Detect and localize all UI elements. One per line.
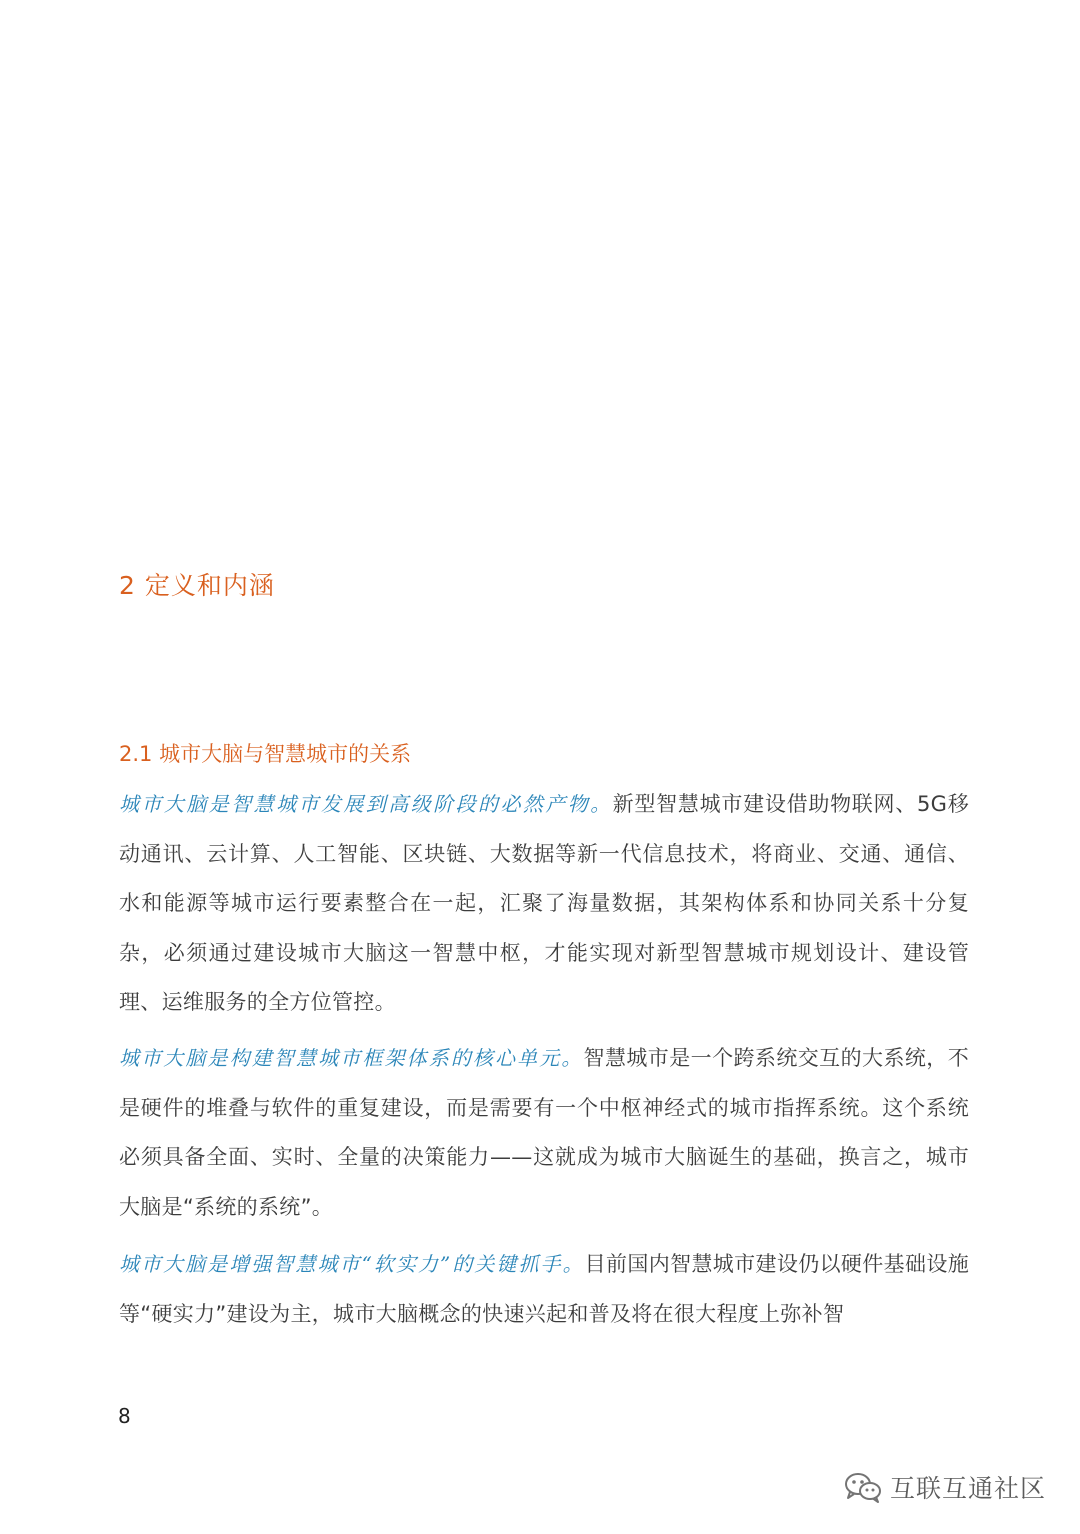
paragraph-2 xyxy=(119,1034,969,1232)
watermark-text: 互联互通社区 xyxy=(889,1474,1046,1503)
paragraph-1-text: 新型智慧城市建设借助物联网、5G移动通讯、云计算、人工智能、区块链、大数据等新一代信息技术，将商业、交通、通信、水和能源等城市运行要素整合在一起，汇聚了海量数据，其架构体系和协同关系十分复杂，必须通过建设城市大脑这一智慧中枢，才能实现对新型智慧城市规划设计、建设管理、运维服务的全方位管控。 xyxy=(119,792,969,1014)
watermark xyxy=(844,1467,1046,1507)
paragraph-3 xyxy=(119,1240,969,1339)
paragraph-2-text: 智慧城市是一个跨系统交互的大系统，不是硬件的堆叠与软件的重复建设，而是需要有一个中枢神经式的城市指挥系统。这个系统必须具备全面、实时、全量的决策能力——这就成为城市大脑诞生的基础，换言之，城市大脑是“系统的系统”。 xyxy=(119,1046,970,1219)
paragraph-3-lead: 城市大脑是增强智慧城市“软实力”的关键抓手。 xyxy=(119,1252,585,1276)
paragraph-1 xyxy=(119,780,969,1028)
section-heading: 2 定义和内涵 xyxy=(119,571,275,600)
page-number: 8 xyxy=(118,1404,131,1428)
paragraph-3-text: 目前国内智慧城市建设仍以硬件基础设施等“硬实力”建设为主，城市大脑概念的快速兴起和普及将在很大程度上弥补智 xyxy=(119,1252,970,1326)
wechat-icon xyxy=(844,1471,882,1503)
paragraph-2-lead: 城市大脑是构建智慧城市框架体系的核心单元。 xyxy=(119,1046,584,1070)
subsection-heading: 2.1 城市大脑与智慧城市的关系 xyxy=(119,742,412,766)
paragraph-1-lead: 城市大脑是智慧城市发展到高级阶段的必然产物。 xyxy=(119,792,613,816)
